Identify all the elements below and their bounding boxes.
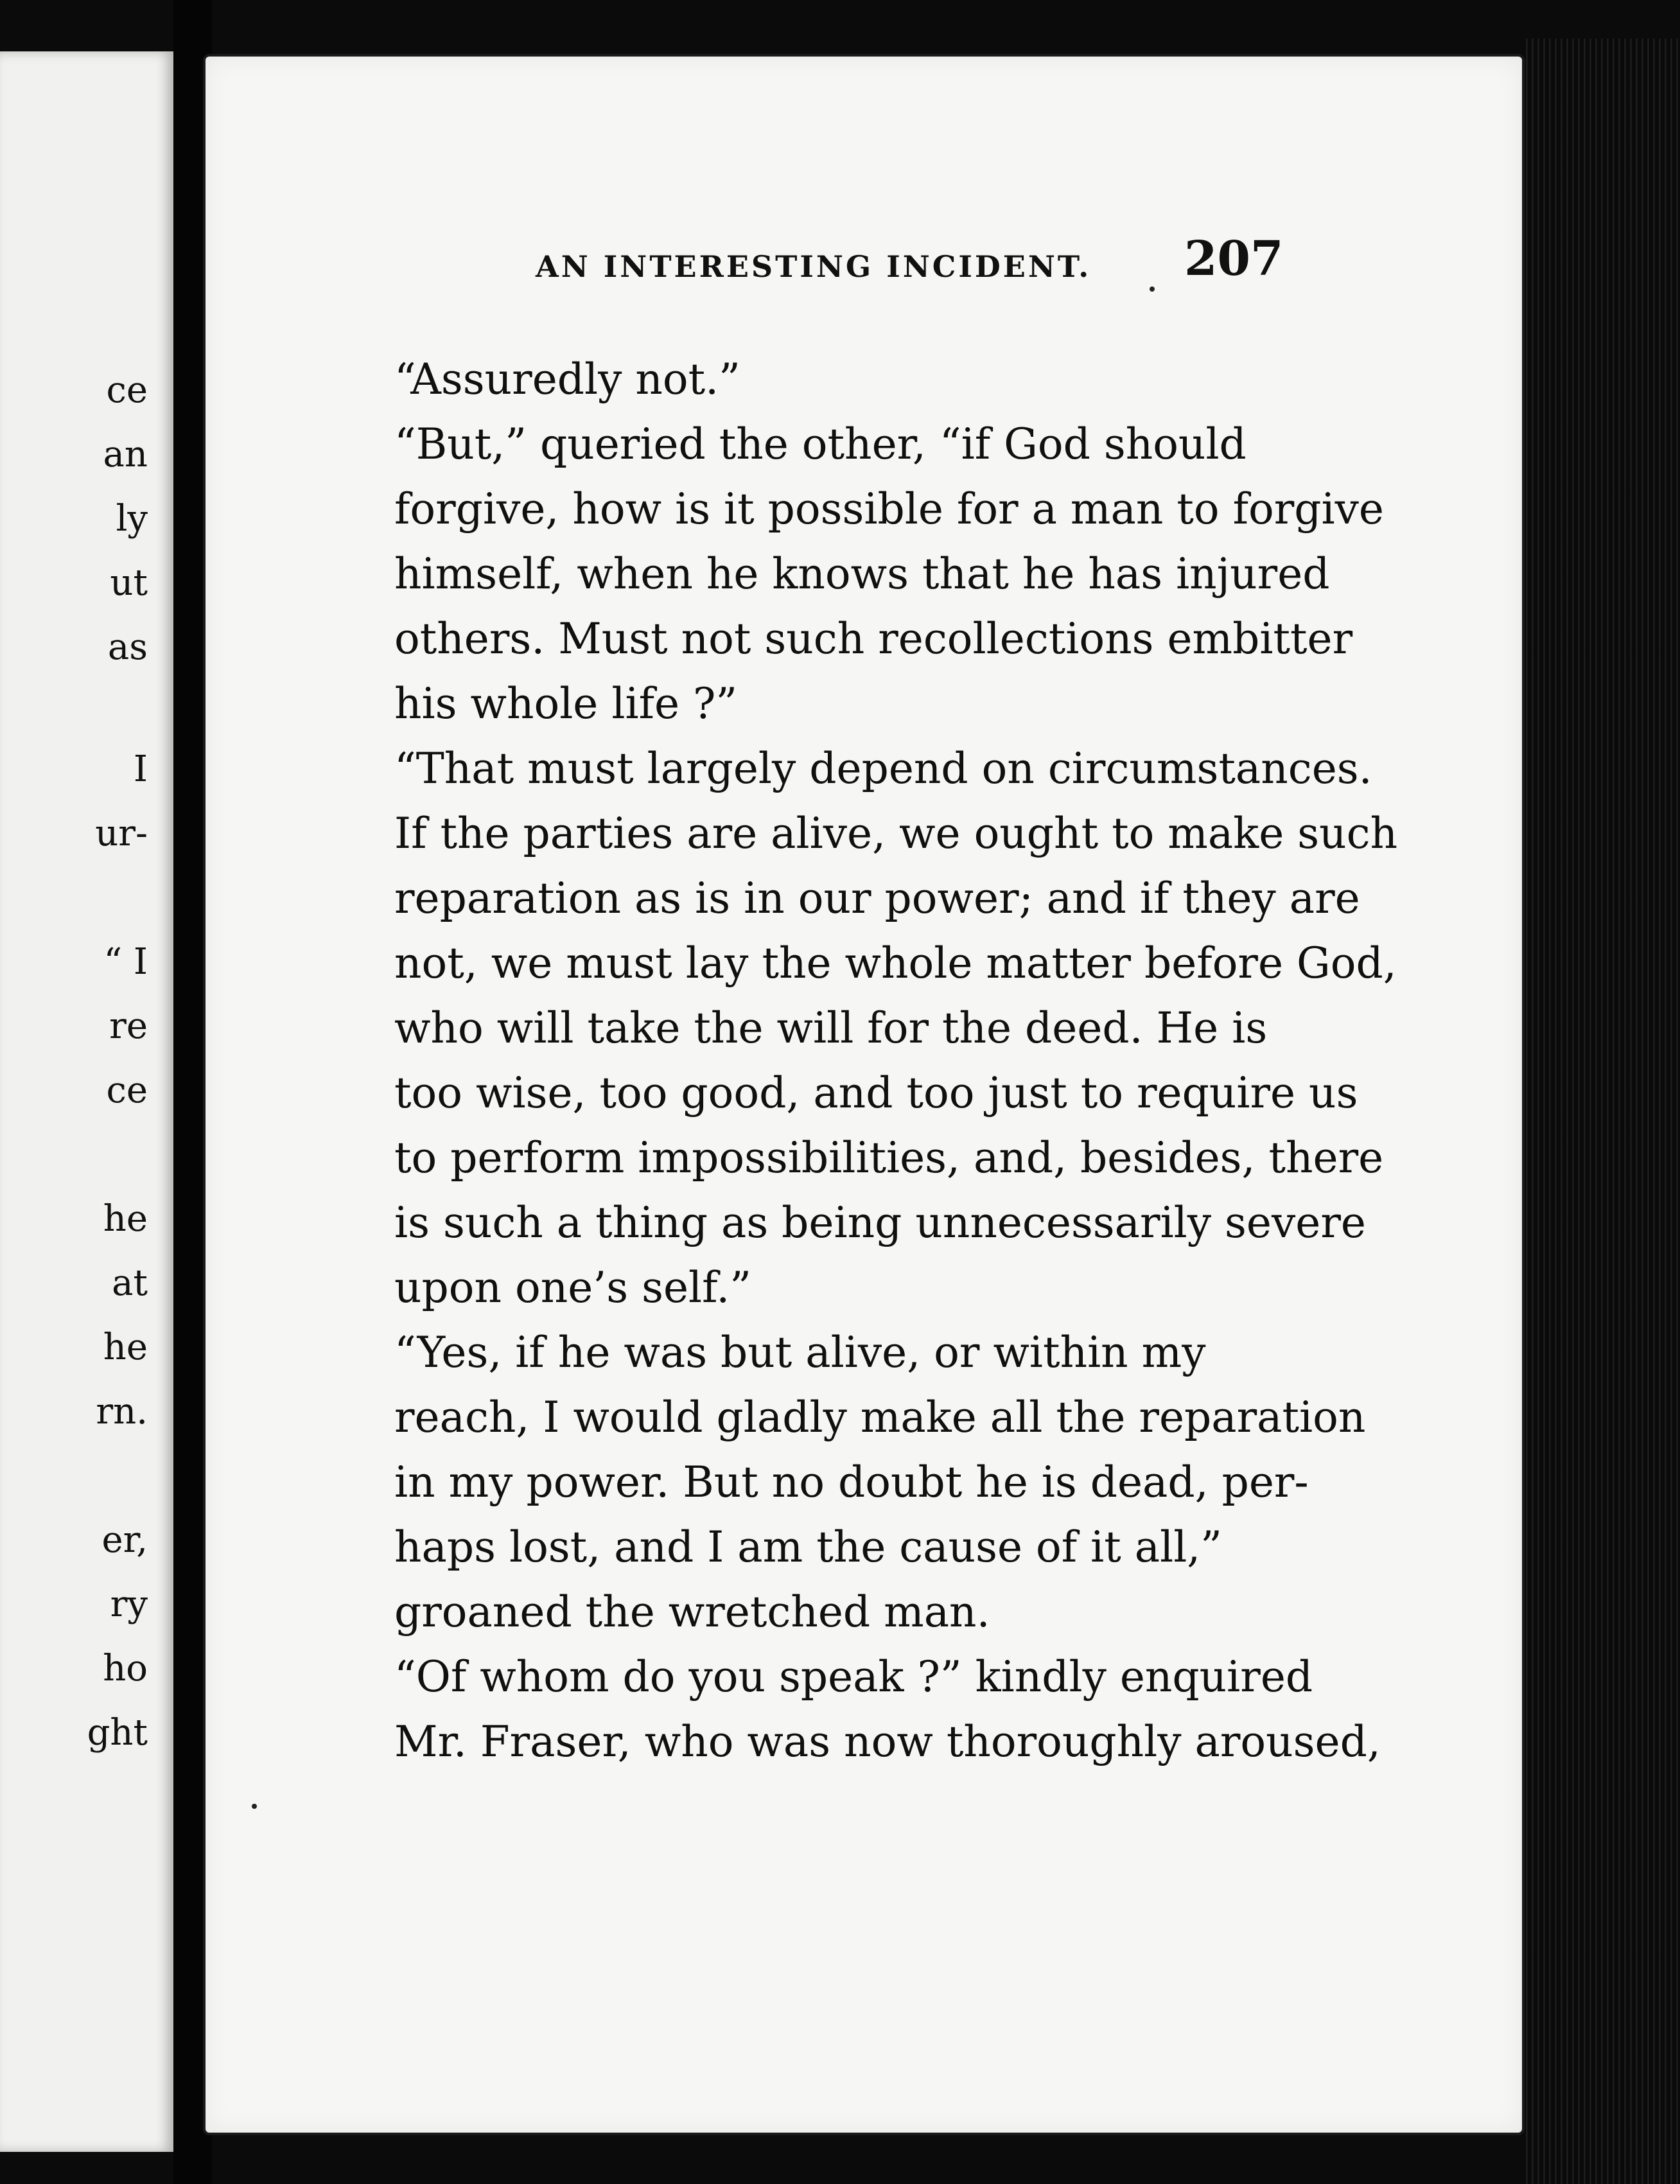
facing-page-fragment: ho	[103, 1648, 148, 1689]
text-line: groaned the wretched man.	[394, 1587, 990, 1637]
text-line: reparation as is in our power; and if they are	[394, 874, 1360, 923]
paragraph	[349, 1320, 1366, 1644]
text-line: too wise, too good, and too just to require us	[394, 1068, 1358, 1118]
facing-page-fragment: ce	[106, 1070, 148, 1111]
text-line: reach, I would gladly make all the reparation	[394, 1393, 1366, 1442]
text-line: in my power. But no doubt he is dead, per-	[394, 1457, 1309, 1507]
facing-page-fragment: he	[103, 1326, 148, 1368]
facing-page-fragment: er,	[101, 1519, 148, 1561]
running-head: AN INTERESTING INCIDENT.	[536, 249, 1092, 284]
facing-page	[0, 51, 173, 2152]
text-line: forgive, how is it possible for a man to forgive	[394, 484, 1384, 534]
text-line: his whole life ?”	[394, 679, 738, 728]
text-line: “But,” queried the other, “if God should	[394, 419, 1247, 469]
paragraph	[349, 347, 1268, 412]
facing-page-fragment: ly	[116, 498, 148, 540]
ink-speck	[252, 1804, 257, 1809]
text-line: others. Must not such recollections embitter	[394, 614, 1353, 664]
text-line: upon one’s self.”	[394, 1263, 751, 1312]
paragraph	[349, 412, 1384, 736]
facing-page-fragment: ce	[106, 369, 148, 411]
facing-page-fragment: an	[103, 434, 148, 475]
text-line: to perform impossibilities, and, besides, there	[394, 1133, 1384, 1183]
facing-page-fragment: ut	[110, 562, 148, 604]
facing-page-fragment: ry	[110, 1583, 148, 1625]
paragraph	[349, 736, 1398, 1320]
text-line: haps lost, and I am the cause of it all,”	[394, 1522, 1223, 1572]
facing-page-fragment: at	[112, 1262, 148, 1304]
page-edges	[1522, 39, 1680, 2184]
facing-page-fragment: ght	[87, 1712, 148, 1754]
text-line: is such a thing as being unnecessarily severe	[394, 1198, 1366, 1247]
text-line: “Yes, if he was but alive, or within my	[394, 1328, 1206, 1377]
ink-speck	[1150, 286, 1155, 292]
facing-page-fragment: “ I	[103, 941, 148, 983]
facing-page-fragment: rn.	[96, 1391, 148, 1432]
text-line: Mr. Fraser, who was now thoroughly aroused,	[394, 1717, 1381, 1766]
facing-page-fragment: as	[107, 626, 148, 668]
text-line: who will take the will for the deed. He is	[394, 1003, 1268, 1053]
text-line: “Assuredly not.”	[394, 355, 740, 404]
page-header	[334, 231, 1284, 289]
text-line: not, we must lay the whole matter before God,	[394, 938, 1397, 988]
facing-page-fragment: ur-	[95, 813, 148, 854]
page-number: 207	[1184, 231, 1284, 286]
text-line: himself, when he knows that he has injured	[394, 549, 1330, 599]
text-line: If the parties are alive, we ought to make such	[394, 809, 1398, 858]
paragraph	[349, 1644, 1381, 1774]
text-line: “Of whom do you speak ?” kindly enquired	[394, 1652, 1313, 1702]
facing-page-fragment: re	[109, 1005, 148, 1047]
page-body	[349, 347, 1398, 1774]
text-line: “That must largely depend on circumstances.	[394, 744, 1372, 793]
facing-page-fragment: I	[133, 748, 148, 790]
facing-page-fragment: he	[103, 1198, 148, 1240]
